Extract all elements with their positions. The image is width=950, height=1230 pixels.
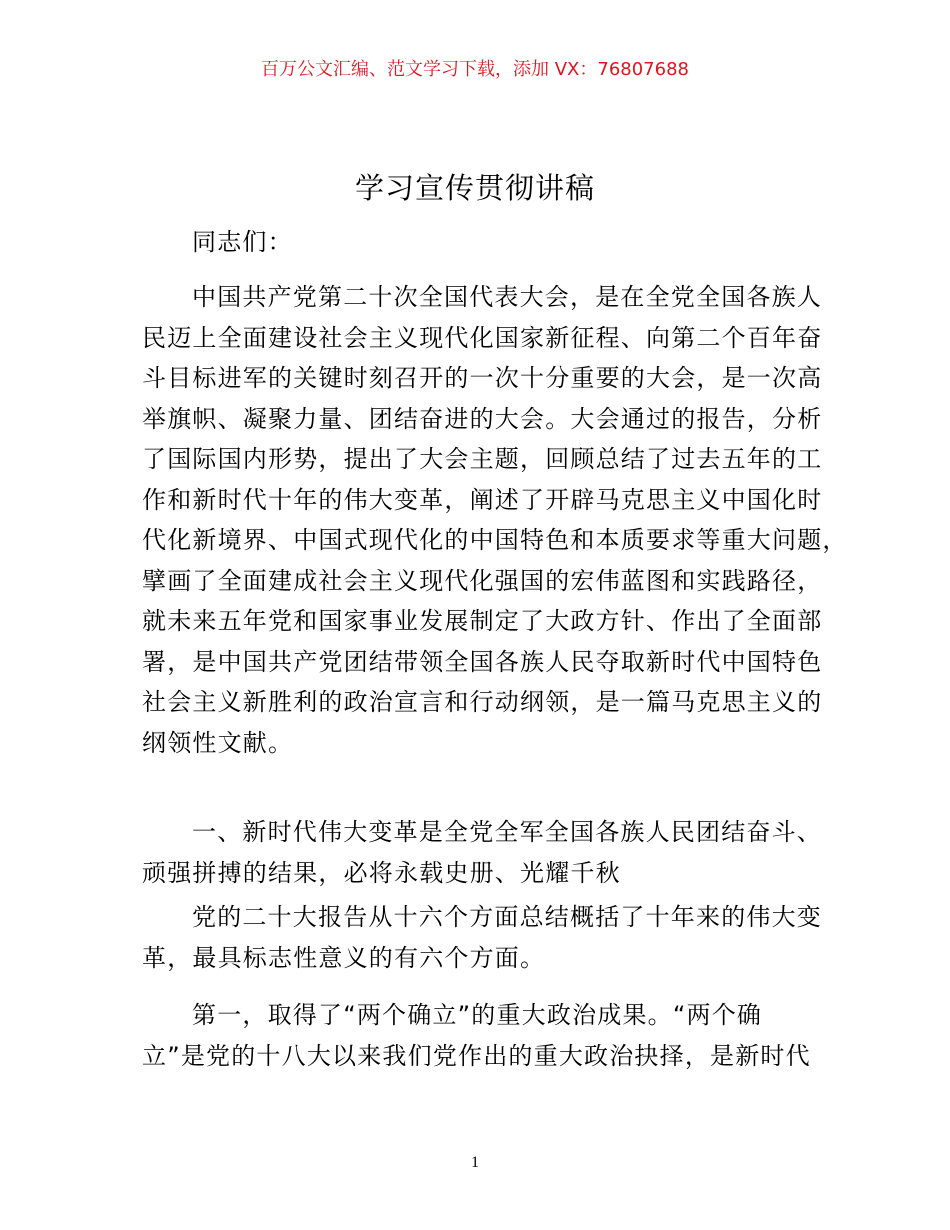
- paragraph-line: 代化新境界、中国式现代化的中国特色和本质要求等重大问题，: [142, 526, 848, 554]
- heading-line: 一、新时代伟大变革是全党全军全国各族人民团结奋斗、: [192, 818, 822, 846]
- paragraph-line: 中国共产党第二十次全国代表大会，是在全党全国各族人: [192, 283, 822, 311]
- paragraph-line: 斗目标进军的关键时刻召开的一次十分重要的大会，是一次高: [142, 364, 823, 392]
- paragraph-3: [142, 995, 842, 1076]
- section-heading-1: [142, 812, 842, 893]
- document-title: 学习宣传贯彻讲稿: [354, 171, 595, 205]
- paragraph-line: 擘画了全面建成社会主义现代化强国的宏伟蓝图和实践路径，: [142, 566, 823, 595]
- heading-line: 顽强拼搏的结果，必将永载史册、光耀千秋: [142, 858, 621, 887]
- paragraph-line: 第一，取得了“两个确立”的重大政治成果。“两个确: [192, 1001, 763, 1029]
- paragraph-1: [142, 277, 848, 763]
- salutation: [142, 222, 842, 263]
- salutation-text: 同志们：: [192, 228, 293, 256]
- paragraph-line: 社会主义新胜利的政治宣言和行动纲领，是一篇马克思主义的: [142, 688, 823, 716]
- paragraph-line: 举旗帜、凝聚力量、团结奋进的大会。大会通过的报告，分析: [142, 404, 823, 433]
- paragraph-line: 作和新时代十年的伟大变革，阐述了开辟马克思主义中国化时: [142, 485, 823, 514]
- page-number: 1: [471, 1154, 479, 1171]
- paragraph-line: 了国际国内形势，提出了大会主题，回顾总结了过去五年的工: [142, 445, 823, 473]
- paragraph-line: 署，是中国共产党团结带领全国各族人民夺取新时代中国特色: [142, 647, 823, 676]
- paragraph-line: 就未来五年党和国家事业发展制定了大政方针、作出了全面部: [142, 607, 823, 635]
- paragraph-2: [142, 897, 842, 978]
- watermark-header: 百万公文汇编、范文学习下载，添加 VX：76807688: [261, 59, 689, 80]
- paragraph-line: 民迈上全面建设社会主义现代化国家新征程、向第二个百年奋: [142, 323, 823, 352]
- paragraph-line: 立”是党的十八大以来我们党作出的重大政治抉择，是新时代: [142, 1041, 811, 1070]
- paragraph-line: 纲领性文献。: [142, 728, 294, 757]
- paragraph-line: 革，最具标志性意义的有六个方面。: [142, 943, 546, 972]
- paragraph-line: 党的二十大报告从十六个方面总结概括了十年来的伟大变: [192, 903, 822, 931]
